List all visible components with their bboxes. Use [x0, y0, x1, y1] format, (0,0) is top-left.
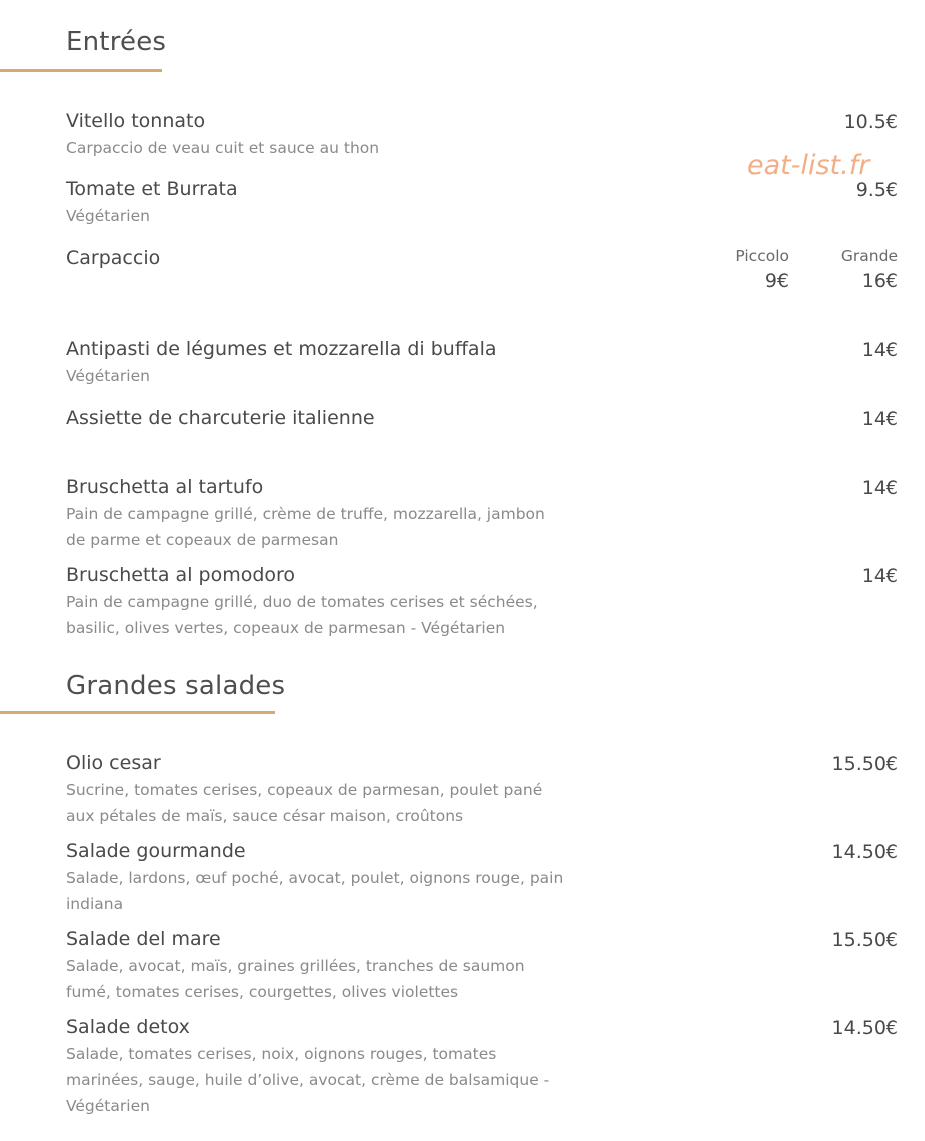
menu-item — [66, 475, 898, 553]
item-price: 14.50€ — [831, 841, 898, 863]
item-price: 10.5€ — [843, 111, 898, 133]
item-name: Salade del mare — [66, 928, 221, 950]
menu-item — [66, 177, 898, 229]
item-name: Bruschetta al tartufo — [66, 476, 264, 498]
size-label: Grande — [840, 247, 898, 265]
menu-item — [66, 246, 898, 292]
menu-item — [66, 839, 898, 917]
size-price: 9€ — [764, 270, 789, 292]
section-divider-entrees — [0, 69, 162, 72]
item-name: Bruschetta al pomodoro — [66, 564, 296, 586]
section-title-grandes-salades: Grandes salades — [66, 671, 286, 701]
item-name: Tomate et Burrata — [66, 178, 238, 200]
menu-item — [66, 337, 898, 389]
item-price: 9.5€ — [855, 179, 898, 201]
menu-item — [66, 1015, 898, 1119]
item-price: 14€ — [861, 339, 898, 361]
item-description: Végétarien — [66, 207, 150, 225]
item-price: 14€ — [861, 408, 898, 430]
menu-item — [66, 563, 898, 641]
item-price: 14€ — [861, 477, 898, 499]
section-title-entrees: Entrées — [66, 27, 167, 57]
item-description: Carpaccio de veau cuit et sauce au thon — [66, 139, 380, 157]
item-description: Salade, lardons, œuf poché, avocat, poulet, oignons rouge, pain indiana — [66, 869, 564, 913]
item-name: Carpaccio — [66, 247, 161, 269]
size-option-piccolo — [735, 245, 789, 295]
watermark-logo: eat-list.fr — [747, 150, 870, 181]
item-price: 14.50€ — [831, 1017, 898, 1039]
item-name: Assiette de charcuterie italienne — [66, 407, 375, 429]
item-name: Salade gourmande — [66, 840, 246, 862]
item-price: 15.50€ — [831, 753, 898, 775]
size-label: Piccolo — [735, 247, 789, 265]
item-name: Vitello tonnato — [66, 110, 206, 132]
item-name: Olio cesar — [66, 752, 161, 774]
section-divider-salades — [0, 711, 275, 714]
item-name: Salade detox — [66, 1016, 190, 1038]
item-price: 14€ — [861, 565, 898, 587]
item-description: Végétarien — [66, 367, 150, 385]
item-price: 15.50€ — [831, 929, 898, 951]
menu-item — [66, 927, 898, 1005]
item-name: Antipasti de légumes et mozzarella di buffala — [66, 338, 497, 360]
item-description: Pain de campagne grillé, duo de tomates cerises et séchées, basilic, olives vertes, copeaux de parmesan - Végétarien — [66, 593, 538, 637]
menu-item — [66, 751, 898, 829]
size-price: 16€ — [861, 270, 898, 292]
item-description: Sucrine, tomates cerises, copeaux de parmesan, poulet pané aux pétales de maïs, sauce césar maison, croûtons — [66, 781, 543, 825]
item-description: Salade, avocat, maïs, graines grillées, tranches de saumon fumé, tomates cerises, courgettes, olives violettes — [66, 957, 525, 1001]
item-description: Salade, tomates cerises, noix, oignons rouges, tomates marinées, sauge, huile d’olive, avocat, crème de balsamique - Végétarien — [66, 1045, 550, 1115]
menu-item — [66, 406, 898, 430]
item-description: Pain de campagne grillé, crème de truffe, mozzarella, jambon de parme et copeaux de parmesan — [66, 505, 545, 549]
size-option-grande — [841, 245, 898, 295]
